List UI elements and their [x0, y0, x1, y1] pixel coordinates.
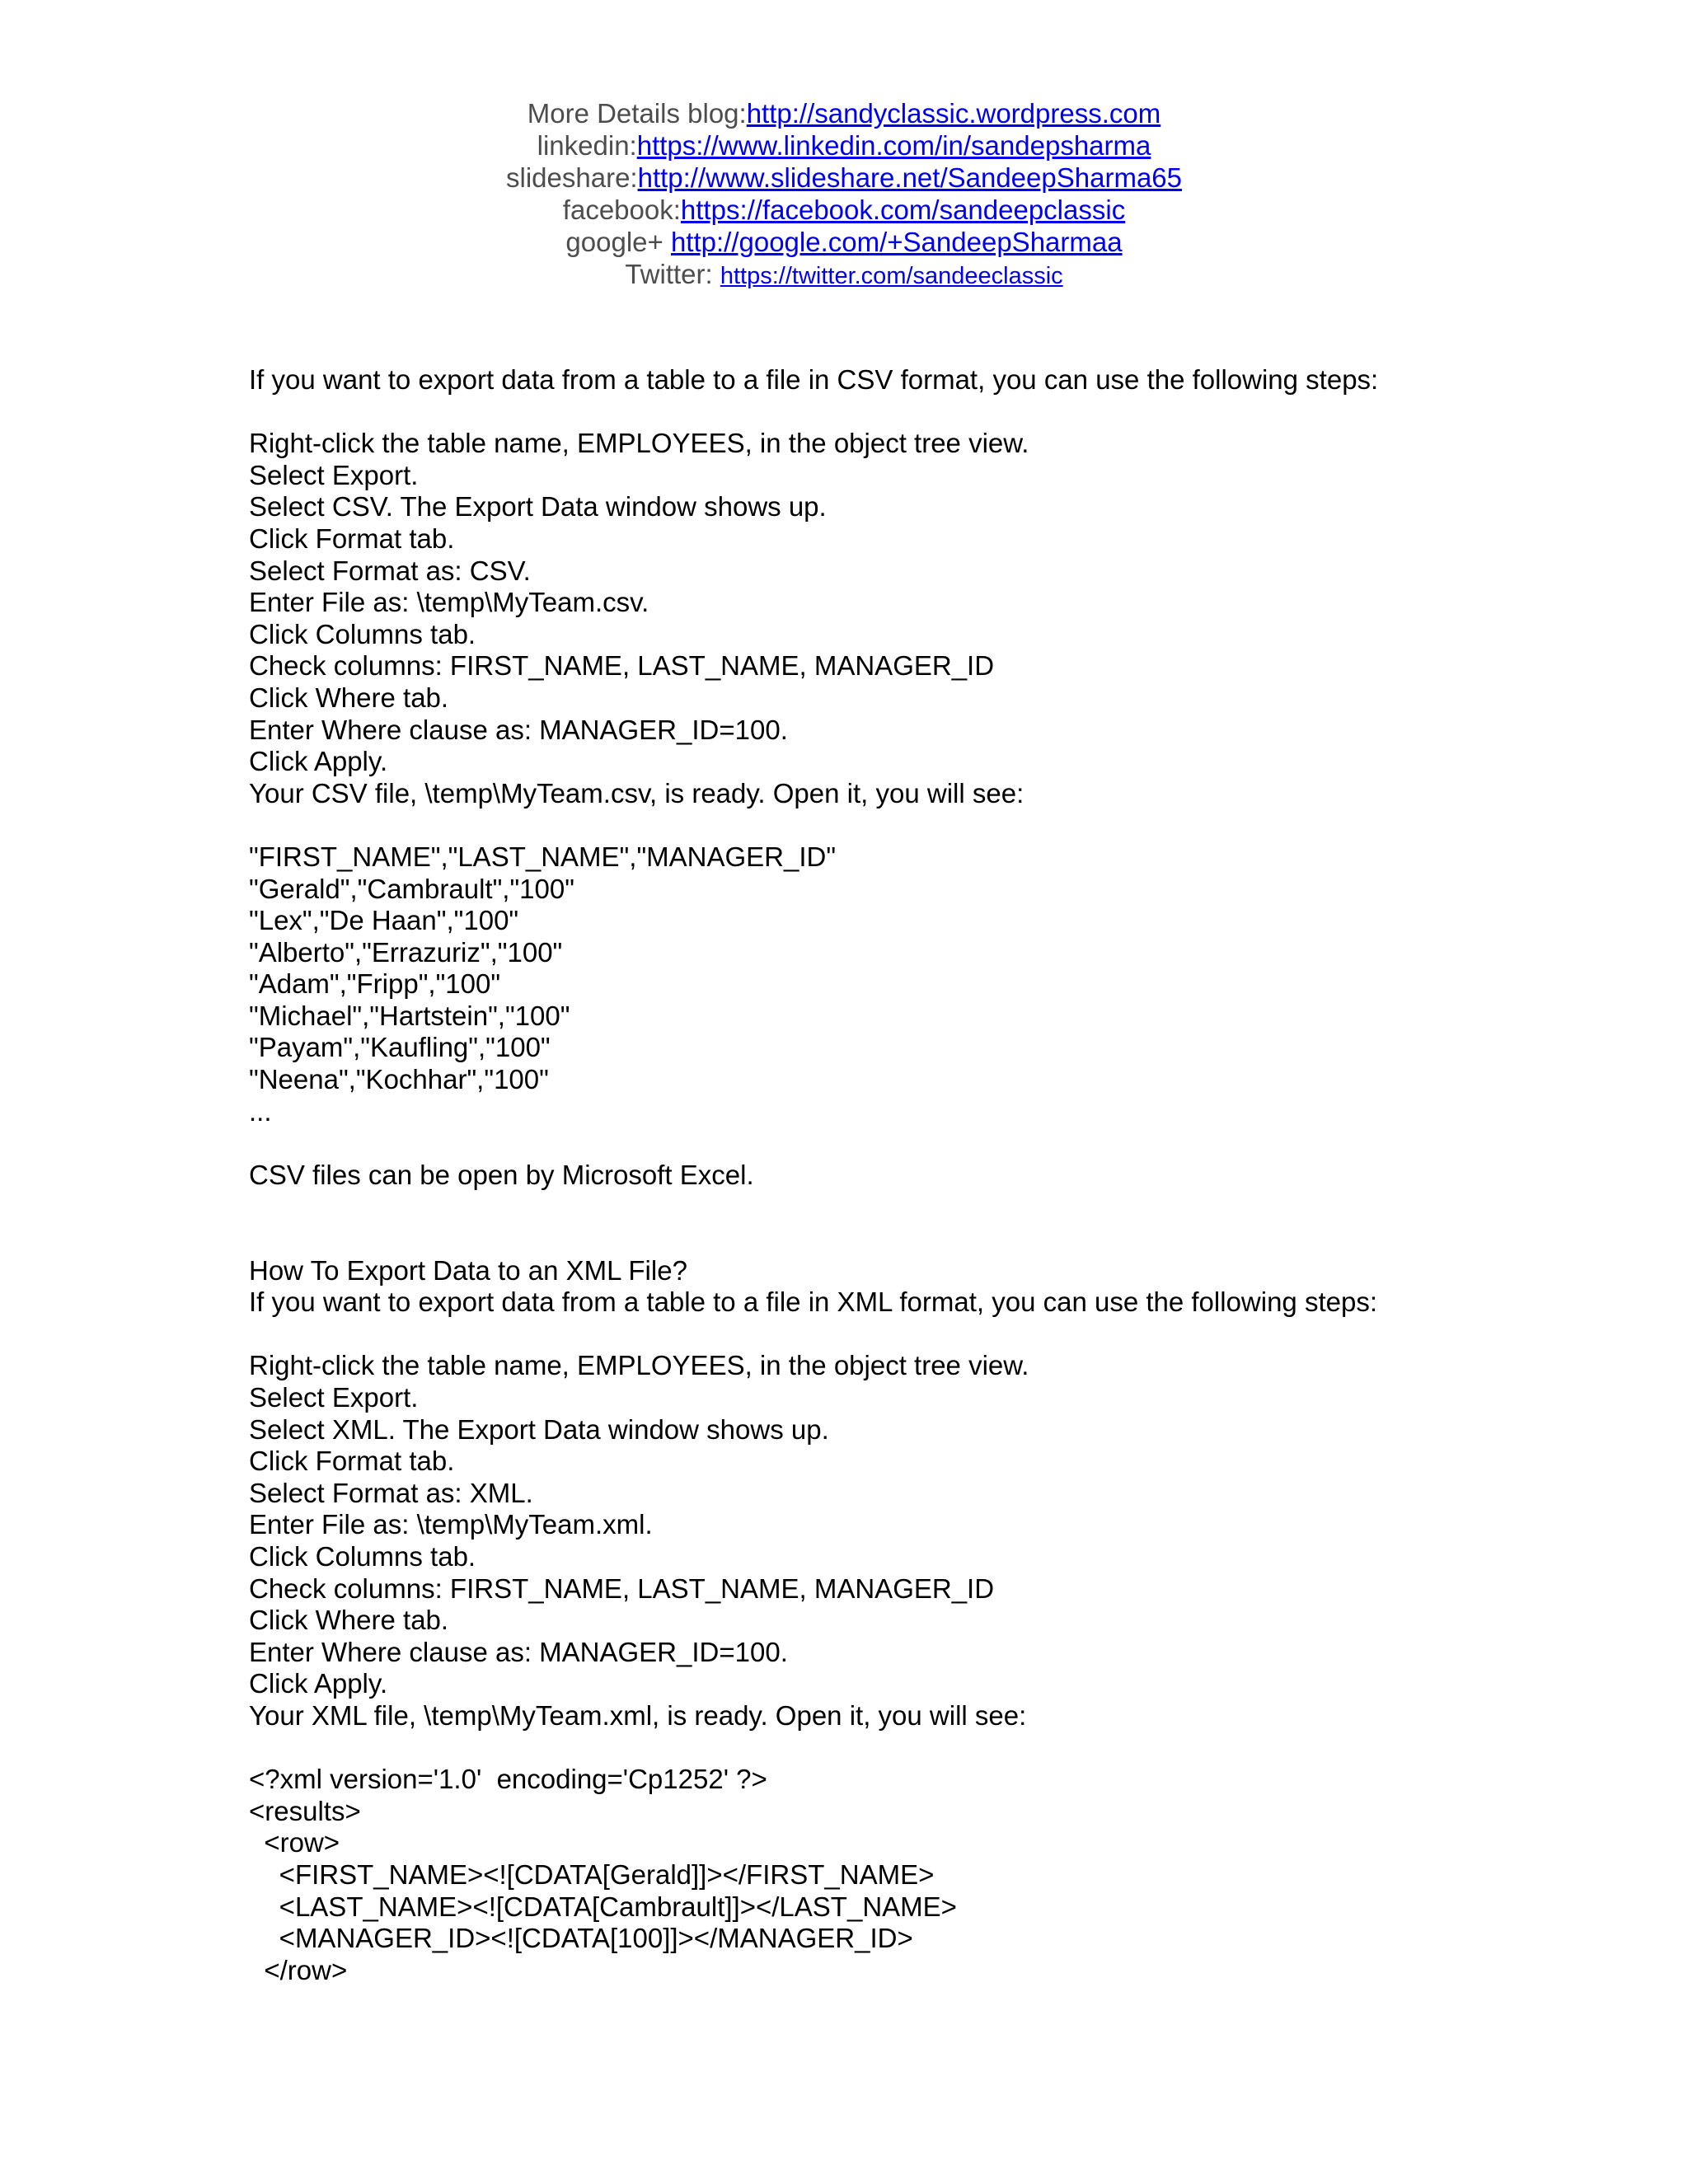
- blog-link[interactable]: http://sandyclassic.wordpress.com: [746, 98, 1161, 129]
- text-line: Select XML. The Export Data window shows up.: [249, 1413, 829, 1445]
- text-line: [249, 1191, 1650, 1223]
- text-line: Right-click the table name, EMPLOYEES, in the object tree view.: [249, 1350, 1029, 1381]
- text-line: Enter File as: \temp\MyTeam.csv.: [249, 587, 649, 618]
- text-line: <MANAGER_ID><![CDATA[100]]></MANAGER_ID>: [249, 1923, 913, 1954]
- text-line: [249, 809, 1650, 841]
- text-line: Click Columns tab.: [249, 618, 476, 649]
- twitter-label: Twitter:: [625, 259, 720, 289]
- text-line: "Neena","Kochhar","100": [249, 1064, 549, 1095]
- google-plus-line: [0, 226, 1688, 258]
- text-line: [249, 396, 1650, 429]
- linkedin-label: linkedin:: [537, 130, 637, 161]
- text-line: Select CSV. The Export Data window shows up.: [249, 491, 827, 523]
- text-line: "FIRST_NAME","LAST_NAME","MANAGER_ID": [249, 841, 837, 872]
- text-line: "Alberto","Errazuriz","100": [249, 936, 563, 968]
- text-line: Click Format tab.: [249, 1446, 455, 1477]
- slideshare-label: slideshare:: [506, 162, 638, 193]
- text-line: ...: [249, 1095, 272, 1127]
- facebook-link[interactable]: https://facebook.com/sandeepclassic: [680, 194, 1126, 225]
- blog-line: [0, 97, 1688, 129]
- text-line: Your XML file, \temp\MyTeam.xml, is ready. Open it, you will see:: [249, 1699, 1027, 1731]
- linkedin-line: [0, 129, 1688, 162]
- text-line: <LAST_NAME><![CDATA[Cambrault]]></LAST_NAME>: [249, 1891, 957, 1922]
- text-line: "Michael","Hartstein","100": [249, 1000, 570, 1031]
- text-line: Click Where tab.: [249, 1605, 449, 1636]
- text-line: Enter Where clause as: MANAGER_ID=100.: [249, 714, 788, 745]
- document-body: [249, 364, 1650, 1986]
- text-line: "Gerald","Cambrault","100": [249, 873, 574, 904]
- text-line: <?xml version='1.0' encoding='Cp1252' ?>: [249, 1764, 767, 1795]
- text-line: [249, 1732, 1650, 1765]
- text-line: [249, 1319, 1650, 1351]
- text-line: Check columns: FIRST_NAME, LAST_NAME, MANAGER_ID: [249, 650, 995, 682]
- facebook-line: [0, 194, 1688, 226]
- text-line: Select Format as: CSV.: [249, 555, 531, 586]
- text-line: <results>: [249, 1795, 361, 1826]
- facebook-label: facebook:: [562, 194, 681, 225]
- text-line: Click Format tab.: [249, 523, 455, 554]
- text-line: Select Export.: [249, 459, 419, 490]
- text-line: Enter File as: \temp\MyTeam.xml.: [249, 1509, 653, 1540]
- text-line: </row>: [249, 1954, 348, 1985]
- text-line: [249, 1127, 1650, 1160]
- text-line: Enter Where clause as: MANAGER_ID=100.: [249, 1636, 788, 1667]
- text-line: Click Apply.: [249, 746, 388, 777]
- text-line: "Lex","De Haan","100": [249, 905, 519, 936]
- text-line: Your CSV file, \temp\MyTeam.csv, is ready. Open it, you will see:: [249, 777, 1025, 808]
- text-line: Click Where tab.: [249, 682, 449, 713]
- text-line: If you want to export data from a table to a file in CSV format, you can use the following steps:: [249, 364, 1379, 395]
- linkedin-link[interactable]: https://www.linkedin.com/in/sandepsharma: [636, 130, 1151, 161]
- text-line: [249, 1223, 1650, 1255]
- slideshare-line: [0, 162, 1688, 194]
- text-line: Select Format as: XML.: [249, 1477, 533, 1508]
- text-line: Click Apply.: [249, 1668, 388, 1699]
- text-line: If you want to export data from a table to a file in XML format, you can use the following steps:: [249, 1286, 1378, 1318]
- blog-label: More Details blog:: [527, 98, 747, 129]
- text-line: How To Export Data to an XML File?: [249, 1254, 687, 1286]
- twitter-link[interactable]: https://twitter.com/sandeeclassic: [720, 263, 1063, 289]
- twitter-line: [0, 258, 1688, 293]
- text-line: CSV files can be open by Microsoft Excel.: [249, 1159, 754, 1190]
- text-line: Check columns: FIRST_NAME, LAST_NAME, MANAGER_ID: [249, 1572, 995, 1604]
- contact-links-header: [0, 97, 1688, 293]
- google-plus-link[interactable]: http://google.com/+SandeepSharmaa: [670, 227, 1123, 257]
- text-line: Right-click the table name, EMPLOYEES, in the object tree view.: [249, 428, 1029, 459]
- google-plus-label: google+: [565, 227, 671, 257]
- slideshare-link[interactable]: http://www.slideshare.net/SandeepSharma65: [637, 162, 1182, 193]
- text-line: <FIRST_NAME><![CDATA[Gerald]]></FIRST_NAME>: [249, 1858, 935, 1890]
- text-line: Select Export.: [249, 1382, 419, 1413]
- text-line: "Payam","Kaufling","100": [249, 1032, 551, 1063]
- text-line: Click Columns tab.: [249, 1540, 476, 1572]
- text-line: "Adam","Fripp","100": [249, 968, 501, 1000]
- text-line: <row>: [249, 1827, 340, 1858]
